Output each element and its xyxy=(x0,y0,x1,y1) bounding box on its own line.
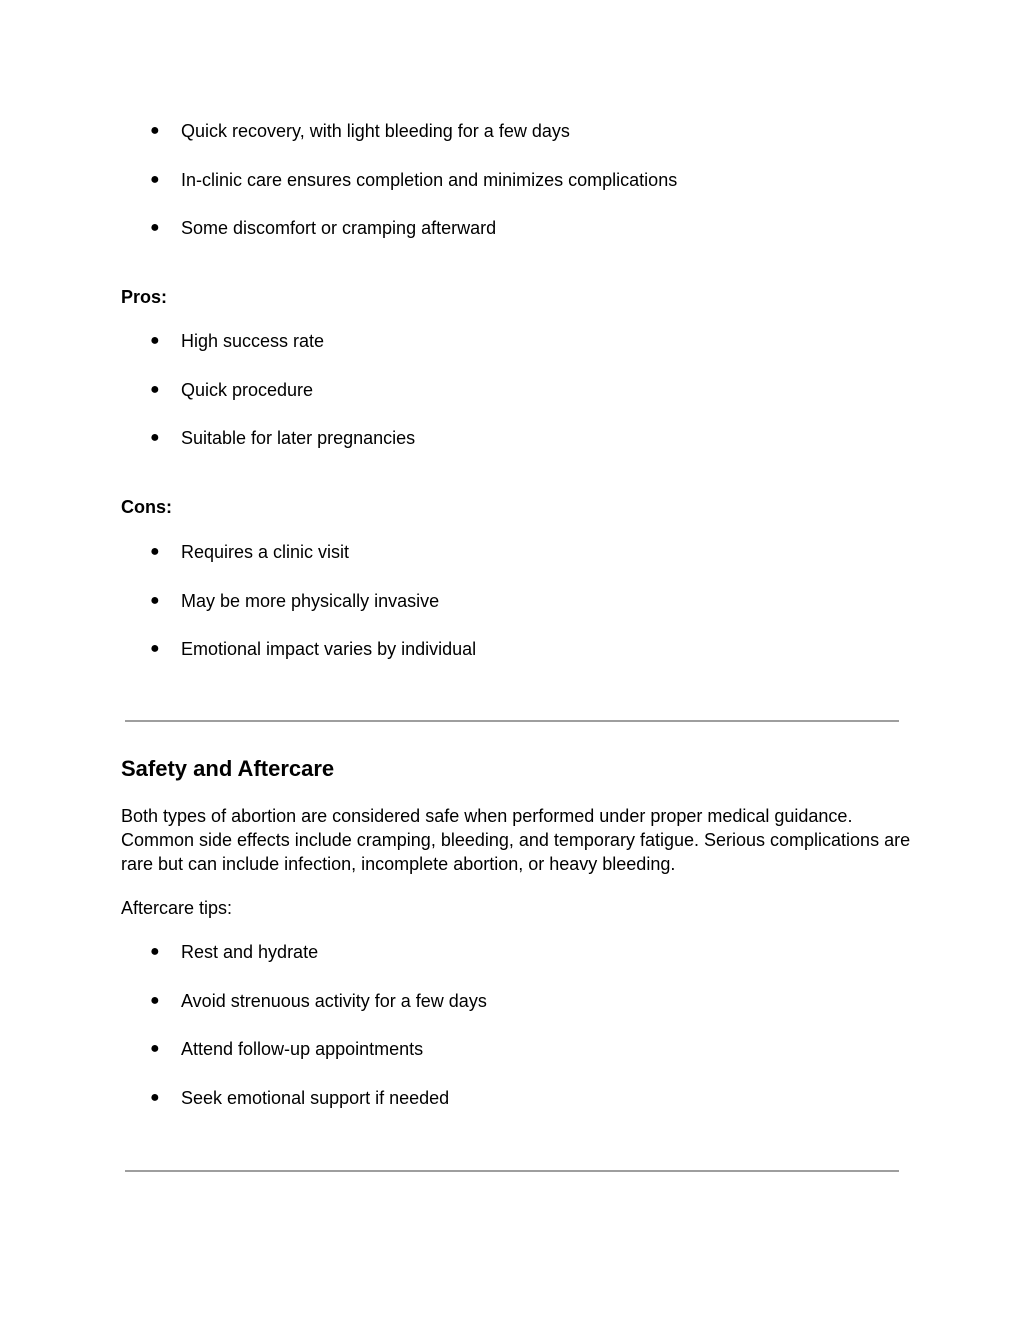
list-item-text: Rest and hydrate xyxy=(181,942,319,962)
bullet-icon: ● xyxy=(150,991,160,1009)
list-item xyxy=(0,170,1024,219)
procedure-effects-list xyxy=(0,121,1024,267)
pros-list xyxy=(0,331,1024,477)
list-item-text: Quick recovery, with light bleeding for a few days xyxy=(181,121,570,141)
list-item-text: Some discomfort or cramping afterward xyxy=(181,218,497,239)
list-item xyxy=(0,991,1024,1040)
bullet-icon: ● xyxy=(150,380,160,398)
cons-label: Cons: xyxy=(121,497,172,517)
bullet-icon: ● xyxy=(150,943,160,960)
list-item-text: Quick procedure xyxy=(181,379,314,400)
list-item xyxy=(0,218,1024,267)
horizontal-divider xyxy=(125,1170,899,1172)
list-item xyxy=(0,1039,1024,1088)
list-item xyxy=(0,121,1024,170)
list-item-text: Avoid strenuous activity for a few days xyxy=(181,990,487,1011)
bullet-icon: ● xyxy=(150,1088,160,1106)
bullet-icon: ● xyxy=(150,1040,160,1058)
list-item-text: In-clinic care ensures completion and minimizes complications xyxy=(181,169,678,190)
aftercare-label: Aftercare tips: xyxy=(121,898,233,918)
pros-label: Pros: xyxy=(121,287,168,307)
list-item-text: Seek emotional support if needed xyxy=(181,1087,450,1108)
list-item xyxy=(0,639,1024,688)
list-item-text: Attend follow-up appointments xyxy=(181,1039,424,1060)
bullet-icon: ● xyxy=(150,591,160,609)
cons-list xyxy=(0,542,1024,688)
bullet-icon: ● xyxy=(150,640,160,658)
bullet-icon: ● xyxy=(150,170,160,188)
list-item xyxy=(0,428,1024,477)
body-paragraph: Both types of abortion are considered safe when performed under proper medical guidance. Common side effects include cramping, bleeding, and temporary fatigue. Serious complications are rare but can include infection, incomplete abortion, or heavy bleeding. xyxy=(121,806,911,874)
aftercare-list xyxy=(0,942,1024,1136)
list-item xyxy=(0,942,1024,991)
list-item xyxy=(0,1088,1024,1137)
list-item-text: Emotional impact varies by individual xyxy=(181,639,477,660)
list-item xyxy=(0,542,1024,591)
list-item xyxy=(0,380,1024,429)
list-item-text: Requires a clinic visit xyxy=(181,542,350,562)
list-item-text: Suitable for later pregnancies xyxy=(181,428,416,449)
horizontal-divider xyxy=(125,720,899,722)
section-heading: Safety and Aftercare xyxy=(121,756,335,781)
list-item xyxy=(0,591,1024,640)
bullet-icon: ● xyxy=(150,429,160,447)
bullet-icon: ● xyxy=(150,332,160,349)
bullet-icon: ● xyxy=(150,543,160,560)
list-item xyxy=(0,331,1024,380)
bullet-icon: ● xyxy=(150,219,160,237)
list-item-text: May be more physically invasive xyxy=(181,590,440,611)
bullet-icon: ● xyxy=(150,122,160,139)
list-item-text: High success rate xyxy=(181,331,325,351)
